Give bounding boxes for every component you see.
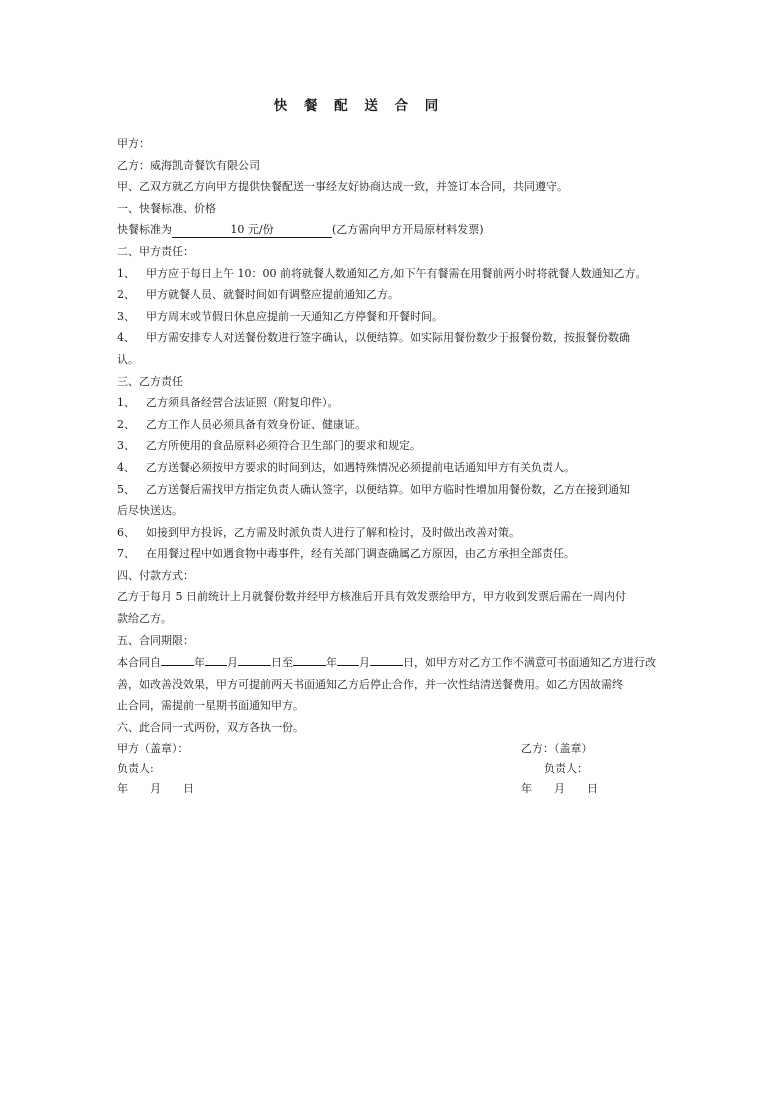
item-text: 甲方应于每日上午 10：00 前将就餐人数通知乙方,如下午有餐需在用餐前两小时将就餐人数通知乙方。 — [146, 266, 647, 280]
standard-price-value: 10 元/份 — [172, 223, 332, 238]
item-text: 甲方需安排专人对送餐份数进行签字确认，以便结算。如实际用餐份数少于报餐份数，按报餐份数确 — [146, 331, 630, 345]
item-number: 3、 — [117, 309, 135, 323]
item-number: 5、 — [117, 482, 135, 496]
standard-price-line — [117, 219, 657, 241]
item-number: 4、 — [117, 460, 135, 474]
item-text: 乙方送餐必须按甲方要求的时间到达，如遇特殊情况必须提前电话通知甲方有关负责人。 — [146, 460, 575, 474]
list-item-continuation: 后尽快送达。 — [117, 504, 183, 518]
list-item — [117, 392, 657, 414]
term-line-2: 善，如改善没效果，甲方可提前两天书面通知乙方后停止合作，并一次性结清送餐费用。如乙方因故需终 — [117, 677, 623, 691]
item-text: 乙方送餐后需找甲方指定负责人确认签字，以便结算。如甲方临时性增加用餐份数，乙方在接到通知 — [146, 482, 630, 496]
document-title: 快 餐 配 送 合 同 — [273, 98, 445, 114]
month-label: 月 — [227, 656, 238, 670]
section5-heading: 五、合同期限： — [117, 633, 194, 647]
list-item — [117, 414, 657, 436]
party-a-line: 甲方： — [117, 137, 150, 150]
item-number: 6、 — [117, 525, 135, 539]
blank-month — [205, 651, 227, 666]
item-number: 4、 — [117, 331, 135, 345]
list-item — [117, 543, 657, 565]
section3-heading: 三、乙方责任 — [117, 374, 183, 388]
party-b-signature — [521, 739, 598, 799]
list-item — [117, 522, 657, 544]
party-b-date-label: 年 月 日 — [521, 782, 598, 795]
party-a-date-label: 年 月 日 — [117, 782, 194, 795]
standard-suffix: (乙方需向甲方开局原材料发票) — [332, 223, 484, 237]
party-b-line: 乙方：威海凯奇餐饮有限公司 — [117, 158, 260, 172]
day-to-label: 日至 — [271, 656, 293, 670]
list-item — [117, 457, 657, 479]
blank-month-2 — [337, 651, 359, 666]
party-a-signature — [117, 739, 194, 799]
list-item — [117, 327, 657, 349]
term-start-text: 本合同自 — [117, 656, 161, 670]
payment-line-2: 款给乙方。 — [117, 612, 172, 626]
item-number: 3、 — [117, 439, 135, 453]
item-number: 2、 — [117, 417, 135, 431]
party-b-person-label: 负责人： — [544, 762, 588, 775]
year-label-2: 年 — [326, 656, 337, 670]
list-item — [117, 284, 657, 306]
item-text: 甲方就餐人员、就餐时间如有调整应提前通知乙方。 — [146, 288, 399, 302]
term-line-1 — [117, 651, 657, 674]
item-text: 甲方周末或节假日休息应提前一天通知乙方停餐和开餐时间。 — [146, 309, 443, 323]
blank-day-2 — [370, 651, 403, 666]
item-text: 乙方须具备经营合法证照（附复印件）。 — [146, 396, 339, 410]
list-item-continuation: 认。 — [117, 352, 139, 366]
section2-heading: 二、甲方责任： — [117, 244, 194, 258]
item-text: 乙方所使用的食品原料必须符合卫生部门的要求和规定。 — [146, 439, 421, 453]
section1-heading: 一、快餐标准、价格 — [117, 201, 216, 215]
item-text: 如接到甲方投诉，乙方需及时派负责人进行了解和检讨，及时做出改善对策。 — [146, 525, 520, 539]
party-a-seal-label: 甲方（盖章）： — [117, 742, 189, 755]
blank-year — [161, 651, 194, 666]
blank-year-2 — [293, 651, 326, 666]
item-number: 2、 — [117, 288, 135, 302]
party-a-person-label: 负责人: — [117, 762, 154, 775]
intro-paragraph: 甲、乙双方就乙方向甲方提供快餐配送一事经友好协商达成一致，并签订本合同，共同遵守。 — [117, 180, 568, 194]
item-text: 乙方工作人员必须具备有效身份证、健康证。 — [146, 417, 366, 431]
year-label: 年 — [194, 656, 205, 670]
list-item — [117, 479, 657, 501]
blank-day — [238, 651, 271, 666]
item-text: 在用餐过程中如遇食物中毒事件，经有关部门调查确属乙方原因，由乙方承担全部责任。 — [146, 547, 575, 561]
term-line-3: 止合同，需提前一星期书面通知甲方。 — [117, 699, 304, 713]
section4-heading: 四、付款方式： — [117, 568, 194, 582]
standard-prefix: 快餐标准为 — [117, 223, 172, 237]
list-item — [117, 263, 657, 285]
list-item — [117, 435, 657, 457]
list-item — [117, 306, 657, 328]
section6-heading: 六、此合同一式两份，双方各执一份。 — [117, 721, 304, 735]
item-number: 1、 — [117, 396, 135, 410]
payment-line-1: 乙方于每月 5 日前统计上月就餐份数并经甲方核准后开具有效发票给甲方，甲方收到发票后需在一周内付 — [117, 590, 626, 604]
contract-body — [117, 133, 657, 739]
item-number: 1、 — [117, 266, 135, 280]
month-label-2: 月 — [359, 656, 370, 670]
term-rest-text: 日，如甲方对乙方工作不满意可书面通知乙方进行改 — [403, 656, 656, 670]
party-b-seal-label: 乙方：（盖章） — [521, 742, 593, 755]
item-number: 7、 — [117, 547, 135, 561]
